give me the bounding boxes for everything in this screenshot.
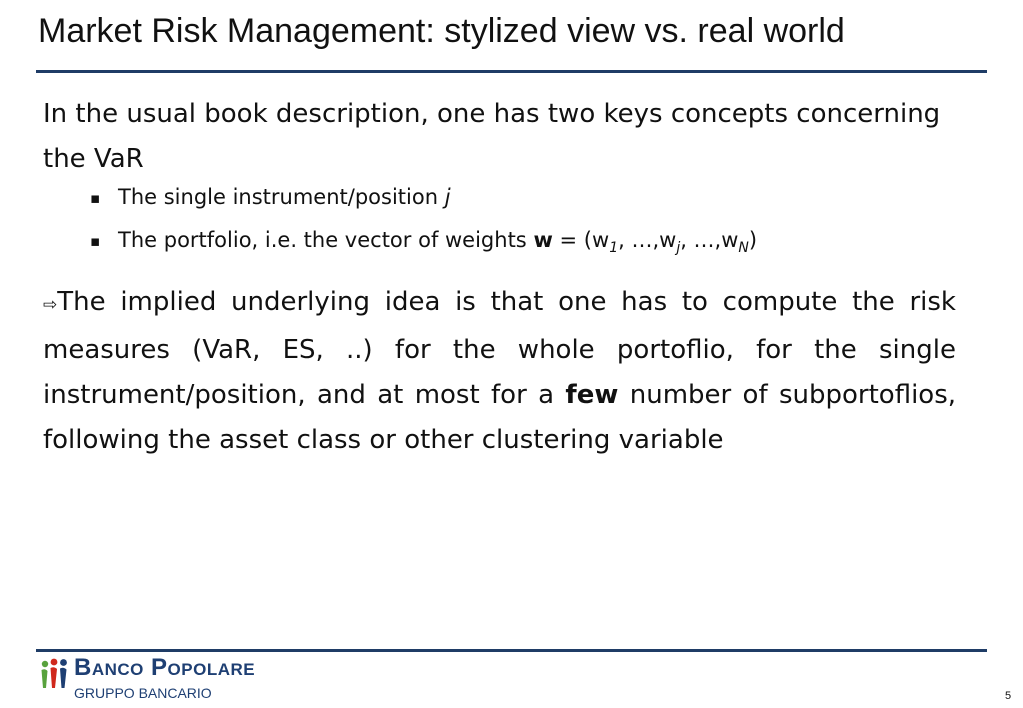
bullet-list — [43, 186, 956, 259]
weight-vector-symbol: w — [533, 228, 553, 252]
subscript-n: N — [738, 240, 749, 257]
logo-wordmark: Banco Popolare — [74, 654, 256, 681]
emphasis-few: few — [565, 380, 619, 411]
variable-j: j — [444, 185, 451, 209]
equation-part: ) — [748, 228, 758, 252]
equation-part: , …,w — [618, 228, 677, 252]
equation-part: = (w — [552, 228, 610, 252]
slide-body — [43, 92, 956, 463]
footer-divider — [36, 649, 987, 652]
square-bullet-icon: ▪ — [90, 189, 101, 207]
people-icon — [40, 658, 70, 692]
paragraph-text: number of subportoflios, following the asset class or other clustering variable — [43, 380, 957, 456]
subscript-1: 1 — [609, 240, 619, 257]
paragraph-text: The implied underlying idea is that one has to compute the risk measures (VaR, ES, ..) for the whole portoflio, for the single instrument/position, and at most for a — [43, 287, 956, 411]
title-divider — [36, 70, 987, 73]
square-bullet-icon: ▪ — [90, 232, 101, 250]
equation-part: , …,w — [680, 228, 739, 252]
bullet-text: The portfolio, i.e. the vector of weights — [118, 228, 527, 252]
page-number: 5 — [1005, 690, 1012, 702]
bullet-text: The single instrument/position — [118, 185, 439, 209]
bullet-item-portfolio — [90, 229, 956, 259]
logo-subtitle: GRUPPO BANCARIO — [74, 685, 212, 701]
subscript-j: j — [676, 240, 681, 257]
right-arrow-icon: ⇨ — [43, 295, 58, 316]
implication-paragraph — [43, 280, 956, 463]
slide-title: Market Risk Management: stylized view vs. real world — [38, 12, 845, 50]
bullet-item-single-instrument — [90, 186, 956, 208]
intro-text: In the usual book description, one has two keys concepts concerning the VaR — [43, 99, 941, 174]
